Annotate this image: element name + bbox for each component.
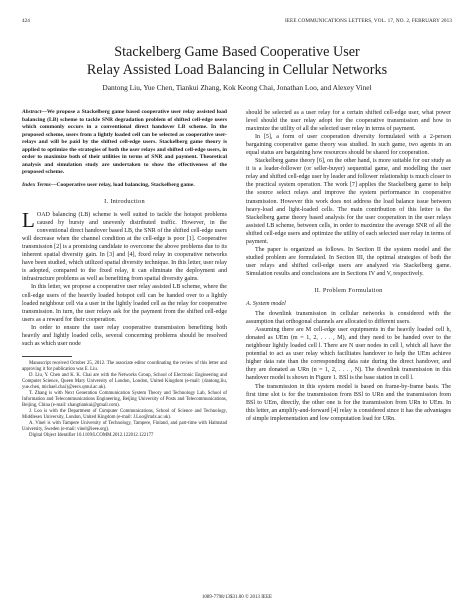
title-line-1: Stackelberg Game Based Cooperative User xyxy=(114,44,360,60)
body-paragraph-7: The transmission in this system model is based on frame-by-frame basis. The first time slot is for the transmission from BSl to URn and the transmission from BSl to UEm, directly, the other one is for the transmission from URn to UEm. In this letter, an amplify-and-forward [4] relay is considered since it has the advantages of simple implementation and low computation load for URn. xyxy=(246,383,451,422)
footnotes xyxy=(22,361,227,440)
body-paragraph-1: should be selected as a user relay for a certain shifted cell-edge user, what power level should the user relay adopt for the cooperative transmission and how to maximize the utility of all the selected user relay in terms of payment. xyxy=(246,110,451,133)
intro-paragraph-1-text: OAD balancing (LB) scheme is well suited to tackle the hotspot problems caused by bursty and unevenly distributed traffic. However, in the conventional direct handover based LB, the SNR of the shifted cell-edge users will decrease when the channel condition at the cell-edge is poor [1]. Cooperative transmission [2] is a promising candidate to overcome the above problems due to its inherent spatial diversity gain. In [3] and [4], fixed relay in cooperative networks have been studied, which utilized spatial diversity technique. In this letter, user relay is adopted, compared to the fixed relay, it can eliminate the deployment and infrastructure problems as well as benefiting from spatial diversity gains. xyxy=(22,212,227,283)
section-heading-problem-formulation: II. Problem Formulation xyxy=(314,286,383,294)
paper-title xyxy=(22,43,452,79)
subsection-heading-system-model: A. System model xyxy=(246,301,286,308)
copyright-footer: 1089-7798/13$31.00 © 2013 IEEE xyxy=(201,595,273,600)
author-list: Dantong Liu, Yue Chen, Tiankui Zhang, Kok Keong Chai, Jonathan Loo, and Alexey Vinel xyxy=(102,83,372,92)
intro-paragraph-2: In this letter, we propose a cooperative user relay assisted LB scheme, where the cell-edge users of the heavily loaded hotspot cell can be handed over to a lightly loaded neighbour cell via a user in the lightly loaded cell as the relay for cooperative transmission. In turn, the user relays ask for the payment from the shifted cell-edge users as a reward for their cooperation. xyxy=(22,284,227,323)
intro-paragraph-1 xyxy=(22,208,227,283)
footnote-doi: Digital Object Identifier 10.1109/LCOMM.2012.122012.122177 xyxy=(29,433,154,439)
body-paragraph-5: The downlink transmission in cellular networks is considered with the assumption that orthogonal channels are allocated to different users. xyxy=(246,311,451,326)
section-heading-introduction: I. Introduction xyxy=(104,198,145,205)
footnote-manuscript: Manuscript received October 25, 2012. The associate editor coordinating the review of this letter and approving it for publication was E. Liu. xyxy=(22,360,227,372)
body-paragraph-2: In [5], a form of user cooperation diversity formulated with a 2-person bargaining cooperative game theory was studied. In such game, two agents in an equal status are bargaining how resources should be shared for cooperation. xyxy=(246,134,451,157)
journal-header: IEEE COMMUNICATIONS LETTERS, VOL. 17, NO. 2, FEBRUARY 2013 xyxy=(284,18,452,24)
left-column xyxy=(22,109,227,439)
footnote-affiliation-1: D. Liu, Y. Chen and K. K. Chai are with the Networks Group, School of Electronic Engineering and Computer Science, Queen Mary University of London, London, United Kingdom (e-mail: {dantong.liu, yue.chen, michael.chai}@eecs.qmul.ac.uk). xyxy=(22,372,227,391)
body-paragraph-3: Stackelberg game theory [6], on the other hand, is more suitable for our study as it is a leader-follower (or seller-buyer) sequential game, and modelling the user relay and shifted cell-edge user by leader and follower relationship is much closer to the practical system operation. The work [7] applies the Stackelberg game to help the source select relays and improve the system performance in cooperative transmission. However this work does not address the load balance issue between heavy-load and light-loaded cells. The main contribution of this letter is the Stackelberg game theory based analysis for the user cooperation in the user relays assisted LB scheme, between cells, in order to maximize the average SNR of all the shifted cell-edge users and optimize the utility of each selected user relay in terms of payment. xyxy=(246,158,451,245)
body-paragraph-6: Assuming there are M cell-edge user equipments in the heavily loaded cell h, donated as UEm (m = 1, 2, . . . , M), and they need to be handed over to the neighbour lightly loaded cell l. There are N user nodes in cell l, which all have the potential to act as user relay which facilitates handover to help the UEm achieve higher data rate than the corresponding data rate during the direct handover, and they are donated as URn (n = 1, 2, . . . , N). The downlink transmission in this handover model is shown in Figure 1. BSl is the base station in cell l. xyxy=(246,327,451,382)
index-terms-label: Index Terms xyxy=(22,181,51,188)
footnote-affiliation-2: T. Zhang is with Next Generation Communication System Theory and Technology Lab, School of Information and Telecommunications Engineering, Beijing University of Posts and Telecommunications, Beijing, China (e-mail: zhangtiankui@gmail.com). xyxy=(22,391,227,409)
intro-paragraph-3: In order to ensure the user relay cooperative transmission benefiting both heavily and lightly loaded cells, several concerning problems should be resolved such as which user node xyxy=(22,324,227,347)
abstract-text: —We propose a Stackelberg game based cooperative user relay assisted load balancing (LB) scheme to tackle SNR degradation problem of shifted cell-edge users which commonly occurs in a conventional direct handover LB scheme. In the proposed scheme, users from a lightly loaded cell can be selected as cooperative user-relays and will be paid by the shifted cell-edge users. Stackelberg game theory is applied to optimize the strategies of both the user relays and shifted cell-edge users, in order to maximize both of their utilities in terms of SNR and payment. Theoretical analysis and simulation study are undertaken to show the effectiveness of the proposed scheme. xyxy=(22,109,227,175)
index-terms-text: —Cooperative user relay, load balancing, Stackelberg game. xyxy=(50,181,195,188)
index-terms xyxy=(22,182,227,190)
title-line-2: Relay Assisted Load Balancing in Cellular Networks xyxy=(86,62,388,78)
body-paragraph-4: The paper is organized as follows. In Section II the system model and the studied problem are formulated. In Section III, the optimal strategies of both the user relays and shifted cell-edge users are analyzed via Stackelberg game. Simulation results and conclusions are in Sections IV and V, respectively. xyxy=(246,246,451,277)
page-number: 424 xyxy=(22,18,30,24)
right-column xyxy=(246,109,451,423)
abstract-label: Abstract xyxy=(22,109,42,115)
running-header xyxy=(22,18,452,28)
footnote-divider xyxy=(22,356,72,357)
drop-cap: L xyxy=(22,208,35,233)
footnote-affiliation-4: A. Vinel is with Tampere University of Technology, Tampere, Finland, and part-time with Halmstad University, Sweden (e-mail: vinel@ieee.org). xyxy=(22,421,227,433)
footnote-affiliation-3: J. Loo is with the Department of Computer Communications, School of Science and Technology, Middlesex University, London, United Kingdom (e-mail: J.Loo@mdx.ac.uk). xyxy=(22,409,227,421)
abstract xyxy=(22,109,227,177)
